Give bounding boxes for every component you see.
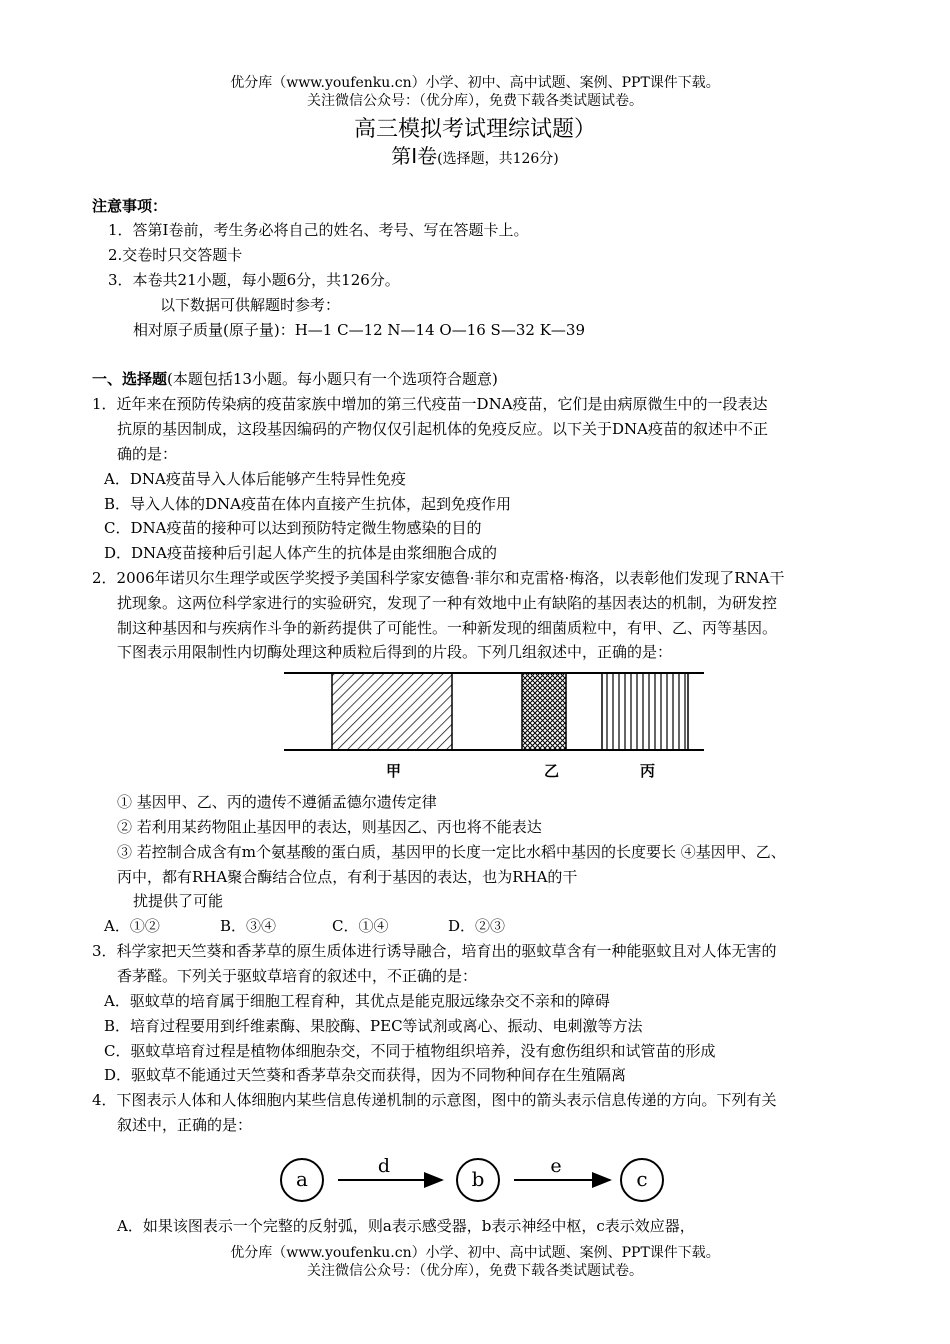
arrow-e-label: e — [550, 1155, 562, 1177]
q1-stem-line-1: 1．近年来在预防传染病的疫苗家族中增加的第三代疫苗一DNA疫苗，它们是由病原微生中的一段表达 — [92, 395, 768, 413]
q2-stem-line-3: 制这种基因和与疾病作斗争的新药提供了可能性。一种新发现的细菌质粒中，有甲、乙、丙等基因。 — [117, 619, 778, 637]
header-line-2: 关注微信公众号：（优分库），免费下载各类试题试卷。 — [307, 93, 643, 109]
q2-statement-3: ③ 若控制合成含有m个氨基酸的蛋白质，基因甲的长度一定比水稻中基因的长度要长 ④基因甲、乙、 — [117, 843, 786, 861]
node-c-label: c — [636, 1167, 648, 1191]
q2-option-b: B．③④ — [220, 917, 277, 935]
node-a-label: a — [296, 1167, 308, 1191]
notice-heading: 注意事项： — [92, 197, 168, 215]
notice-item-2: 2.交卷时只交答题卡 — [108, 246, 243, 264]
q2-statement-2: ② 若利用某药物阻止基因甲的表达，则基因乙、丙也将不能表达 — [117, 818, 542, 836]
q1-stem-line-2: 抗原的基因制成，这段基因编码的产物仅仅引起机体的免疫反应。以下关于DNA疫苗的叙述中不正 — [117, 420, 768, 438]
q2-statement-5: 扰提供了可能 — [133, 892, 224, 910]
section-heading — [92, 369, 498, 389]
subtitle-note: (选择题，共126分) — [437, 151, 559, 167]
gene-yi-block — [522, 673, 566, 750]
q1-option-a: A．DNA疫苗导入人体后能够产生特异性免疫 — [104, 470, 406, 488]
q3-option-d: D．驱蚊草不能通过天竺葵和香茅草杂交而获得，因为不同物种间存在生殖隔离 — [104, 1066, 627, 1084]
q2-statement-1: ① 基因甲、乙、丙的遗传不遵循孟德尔遗传定律 — [117, 793, 437, 811]
q2-stem-line-1: 2．2006年诺贝尔生理学或医学奖授予美国科学家安德鲁·菲尔和克雷格·梅洛，以表彰他们发现了RNA干 — [92, 569, 785, 587]
q2-statement-4: 丙中，都有RHA聚合酶结合位点，有利于基因的表达，也为RHA的干 — [117, 868, 578, 886]
q4-option-a: A．如果该图表示一个完整的反射弧，则a表示感受器，b表示神经中枢，c表示效应器， — [117, 1217, 695, 1235]
q2-options — [104, 916, 505, 936]
gene-bing-block — [602, 673, 688, 750]
signal-transfer-diagram — [270, 1150, 680, 1210]
page-subtitle — [0, 143, 950, 172]
subtitle-main: 第Ⅰ卷 — [391, 144, 438, 168]
gene-yi-label: 乙 — [544, 762, 560, 780]
notice-item-3: 3．本卷共21小题，每小题6分，共126分。 — [108, 271, 400, 289]
q3-stem-line-2: 香茅醛。下列关于驱蚊草培育的叙述中，不正确的是： — [117, 967, 478, 985]
header-line-1: 优分库（www.youfenku.cn）小学、初中、高中试题、案例、PPT课件下载。 — [230, 75, 720, 91]
reference-intro: 以下数据可供解题时参考： — [160, 296, 341, 314]
q3-option-c: C．驱蚊草培育过程是植物体细胞杂交，不同于植物组织培养，没有愈伤组织和试管苗的形成 — [104, 1042, 716, 1060]
page-title: 高三模拟考试理综试题） — [353, 117, 596, 142]
q2-option-a: A．①② — [104, 917, 160, 935]
gene-bing-label: 丙 — [640, 762, 656, 780]
gene-jia-block — [332, 673, 452, 750]
footer-line-2: 关注微信公众号：（优分库），免费下载各类试题试卷。 — [307, 1263, 643, 1279]
q1-option-c: C．DNA疫苗的接种可以达到预防特定微生物感染的目的 — [104, 519, 482, 537]
plasmid-fragment-figure — [280, 668, 710, 788]
gene-jia-label: 甲 — [386, 762, 402, 780]
notice-item-1: 1．答第Ⅰ卷前，考生务必将自己的姓名、考号、写在答题卡上。 — [108, 221, 529, 239]
q3-option-a: A．驱蚊草的培育属于细胞工程育种，其优点是能克服远缘杂交不亲和的障碍 — [104, 992, 610, 1010]
q2-option-d: D．②③ — [448, 917, 506, 935]
atomic-mass-list: 相对原子质量(原子量)：H—1 C—12 N—14 O—16 S—32 K—39 — [133, 321, 585, 339]
footer-line-1: 优分库（www.youfenku.cn）小学、初中、高中试题、案例、PPT课件下载。 — [230, 1245, 720, 1261]
q1-stem-line-3: 确的是： — [117, 445, 178, 463]
q3-stem-line-1: 3．科学家把天竺葵和香茅草的原生质体进行诱导融合，培育出的驱蚊草含有一种能驱蚊且对人体无害的 — [92, 942, 777, 960]
q1-option-d: D．DNA疫苗接种后引起人体产生的抗体是由浆细胞合成的 — [104, 544, 498, 562]
node-b-label: b — [471, 1167, 485, 1191]
q4-stem-line-2: 叙述中，正确的是： — [117, 1116, 253, 1134]
q2-option-c: C．①④ — [332, 917, 389, 935]
section-title: 一、选择题 — [92, 370, 168, 388]
arrow-d-label: d — [377, 1155, 391, 1177]
q1-option-b: B．导入人体的DNA疫苗在体内直接产生抗体，起到免疫作用 — [104, 495, 512, 513]
q2-stem-line-2: 扰现象。这两位科学家进行的实验研究，发现了一种有效地中止有缺陷的基因表达的机制，为研发控 — [117, 594, 778, 612]
q2-stem-line-4: 下图表示用限制性内切酶处理这种质粒后得到的片段。下列几组叙述中，正确的是： — [117, 643, 673, 661]
q4-stem-line-1: 4．下图表示人体和人体细胞内某些信息传递机制的示意图，图中的箭头表示信息传递的方向。下列有关 — [92, 1091, 777, 1109]
section-note: (本题包括13小题。每小题只有一个选项符合题意) — [167, 370, 498, 388]
q3-option-b: B．培育过程要用到纤维素酶、果胶酶、PEC等试剂或离心、振动、电刺激等方法 — [104, 1017, 643, 1035]
